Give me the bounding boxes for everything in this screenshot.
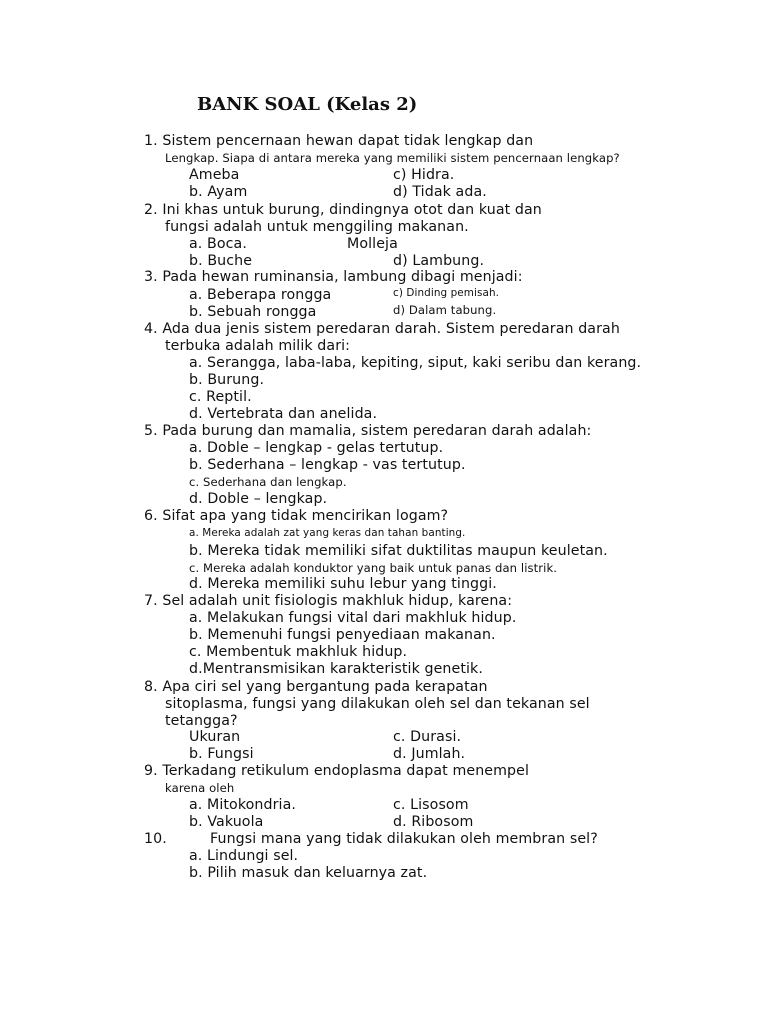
q5-text: 5. Pada burung dan mamalia, sistem peredaran darah adalah: xyxy=(144,423,592,439)
q3-option-a: a. Beberapa rongga xyxy=(189,287,332,303)
q8-option-c: c. Durasi. xyxy=(393,729,462,745)
q1-option-c: c) Hidra. xyxy=(393,167,455,183)
q3-option-b: b. Sebuah rongga xyxy=(189,304,317,320)
q9-option-c: c. Lisosom xyxy=(393,797,469,813)
q10-text: Fungsi mana yang tidak dilakukan oleh membran sel? xyxy=(210,831,598,847)
q6-text: 6. Sifat apa yang tidak mencirikan logam? xyxy=(144,508,449,524)
q7-option-c: c. Membentuk makhluk hidup. xyxy=(189,644,408,660)
q7-text: 7. Sel adalah unit fisiologis makhluk hidup, karena: xyxy=(144,593,513,609)
q5-option-b: b. Sederhana – lengkap - vas tertutup. xyxy=(189,457,466,473)
q5-option-d: d. Doble – lengkap. xyxy=(189,491,328,507)
q2-option-b: b. Buche xyxy=(189,253,253,269)
q6-option-a: a. Mereka adalah zat yang keras dan tahan banting. xyxy=(189,527,466,539)
q2-option-c: Molleja xyxy=(347,236,398,252)
q1-text: 1. Sistem pencernaan hewan dapat tidak lengkap dan xyxy=(144,133,534,149)
q2-text-cont: fungsi adalah untuk menggiling makanan. xyxy=(165,219,469,235)
q2-text: 2. Ini khas untuk burung, dindingnya otot dan kuat dan xyxy=(144,202,542,218)
q8-text-cont: sitoplasma, fungsi yang dilakukan oleh sel dan tekanan sel xyxy=(165,696,590,712)
q3-option-c: c) Dinding pemisah. xyxy=(393,287,500,299)
q1-option-a: Ameba xyxy=(189,167,240,183)
q8-text: 8. Apa ciri sel yang bergantung pada kerapatan xyxy=(144,679,488,695)
q5-option-a: a. Doble – lengkap - gelas tertutup. xyxy=(189,440,444,456)
q7-option-a: a. Melakukan fungsi vital dari makhluk hidup. xyxy=(189,610,517,626)
q6-option-b: b. Mereka tidak memiliki sifat duktilitas maupun keuletan. xyxy=(189,543,608,559)
q2-option-a: a. Boca. xyxy=(189,236,247,252)
q8-option-b: b. Fungsi xyxy=(189,746,254,762)
q4-option-b: b. Burung. xyxy=(189,372,265,388)
q9-option-a: a. Mitokondria. xyxy=(189,797,297,813)
q4-option-c: c. Reptil. xyxy=(189,389,252,405)
q1-option-d: d) Tidak ada. xyxy=(393,184,487,200)
q8-text-cont2: tetangga? xyxy=(165,713,238,729)
q4-text-cont: terbuka adalah milik dari: xyxy=(165,338,351,354)
q10-option-a: a. Lindungi sel. xyxy=(189,848,299,864)
q4-text: 4. Ada dua jenis sistem peredaran darah. Sistem peredaran darah xyxy=(144,321,620,337)
q8-option-d: d. Jumlah. xyxy=(393,746,466,762)
q4-option-a: a. Serangga, laba-laba, kepiting, siput, kaki seribu dan kerang. xyxy=(189,355,642,371)
q6-option-d: d. Mereka memiliki suhu lebur yang tinggi. xyxy=(189,576,497,592)
q5-option-c: c. Sederhana dan lengkap. xyxy=(189,475,347,489)
q3-text: 3. Pada hewan ruminansia, lambung dibagi menjadi: xyxy=(144,269,523,285)
q4-option-d: d. Vertebrata dan anelida. xyxy=(189,406,378,422)
q3-option-d: d) Dalam tabung. xyxy=(393,303,497,317)
q7-option-b: b. Memenuhi fungsi penyediaan makanan. xyxy=(189,627,496,643)
q10-number: 10. xyxy=(144,831,167,847)
q7-option-d: d.Mentransmisikan karakteristik genetik. xyxy=(189,661,483,677)
q9-text-cont: karena oleh xyxy=(165,781,235,795)
q9-option-b: b. Vakuola xyxy=(189,814,264,830)
page-title: BANK SOAL (Kelas 2) xyxy=(197,94,418,115)
q1-text-cont: Lengkap. Siapa di antara mereka yang memiliki sistem pencernaan lengkap? xyxy=(165,151,620,165)
q9-option-d: d. Ribosom xyxy=(393,814,474,830)
q6-option-c: c. Mereka adalah konduktor yang baik untuk panas dan listrik. xyxy=(189,561,558,575)
q8-option-a: Ukuran xyxy=(189,729,241,745)
q1-option-b: b. Ayam xyxy=(189,184,248,200)
q9-text: 9. Terkadang retikulum endoplasma dapat menempel xyxy=(144,763,530,779)
q10-option-b: b. Pilih masuk dan keluarnya zat. xyxy=(189,865,428,881)
q2-option-d: d) Lambung. xyxy=(393,253,485,269)
